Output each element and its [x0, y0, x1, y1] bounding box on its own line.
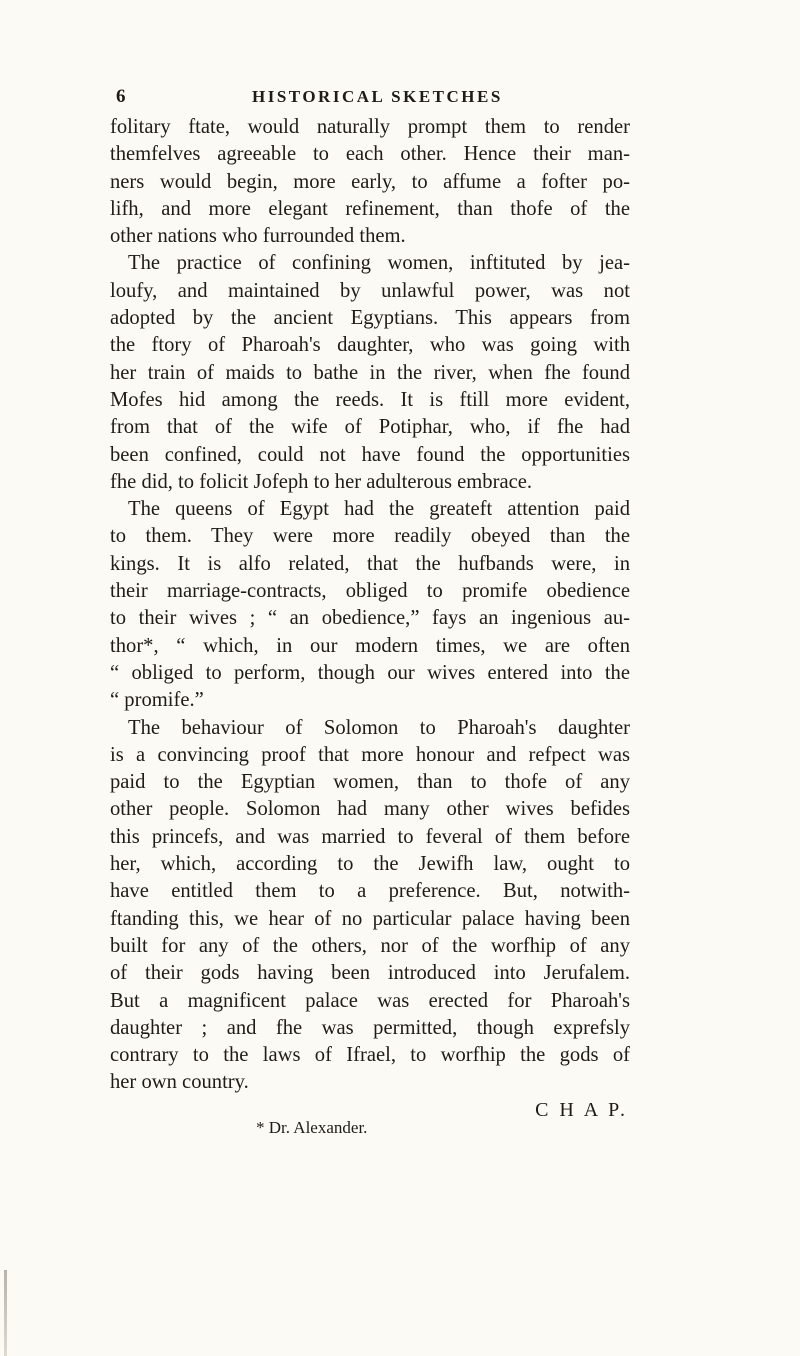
text-line: loufy, and maintained by unlawful power, was not — [110, 279, 630, 302]
text-line: The queens of Egypt had the greateft attention paid — [128, 498, 630, 521]
text-line: been confined, could not have found the opportunities — [110, 443, 630, 466]
text-line: Mofes hid among the reeds. It is ftill more evident, — [110, 388, 630, 411]
text-line: have entitled them to a preference. But, notwith- — [110, 880, 630, 903]
text-line: other people. Solomon had many other wives befides — [110, 798, 630, 821]
text-line: her own country. — [110, 1071, 249, 1094]
text-line: contrary to the laws of Ifrael, to worfhip the gods of — [110, 1044, 630, 1067]
text-line: adopted by the ancient Egyptians. This appears from — [110, 307, 630, 330]
text-line: their marriage-contracts, obliged to promife obedience — [110, 580, 630, 603]
text-line: is a convincing proof that more honour and refpect was — [110, 743, 630, 766]
footnote: * Dr. Alexander. — [256, 1117, 368, 1137]
text-line: built for any of the others, nor of the worfhip of any — [110, 934, 630, 957]
text-line: fhe did, to folicit Jofeph to her adulterous embrace. — [110, 470, 533, 493]
text-line: thor*, “ which, in our modern times, we are often — [110, 634, 630, 657]
text-line: “ promife.” — [110, 689, 204, 712]
text-line: kings. It is alfo related, that the hufbands were, in — [110, 552, 630, 575]
text-line: paid to the Egyptian women, than to thofe of any — [110, 771, 630, 794]
running-head: HISTORICAL SKETCHES — [252, 87, 503, 106]
text-line: other nations who furrounded them. — [110, 225, 406, 248]
text-line: ners would begin, more early, to affume a fofter po- — [110, 170, 630, 193]
body-text — [110, 114, 630, 1140]
text-line: the ftory of Pharoah's daughter, who was going with — [110, 334, 630, 357]
catchword: C H A P. — [535, 1098, 628, 1121]
page-number: 6 — [116, 86, 126, 107]
binding-edge — [4, 1270, 7, 1356]
text-line: The practice of confining women, inftituted by jea- — [128, 252, 630, 275]
text-line: from that of the wife of Potiphar, who, if fhe had — [110, 416, 630, 439]
text-line: to their wives ; “ an obedience,” fays an ingenious au- — [110, 607, 630, 630]
text-line: her train of maids to bathe in the river, when fhe found — [110, 361, 630, 384]
page-header — [116, 86, 636, 112]
text-line: her, which, according to the Jewifh law, ought to — [110, 853, 630, 876]
text-line: lifh, and more elegant refinement, than thofe of the — [110, 197, 630, 220]
text-line: The behaviour of Solomon to Pharoah's daughter — [128, 716, 630, 739]
text-line: this princefs, and was married to feveral of them before — [110, 825, 630, 848]
text-line: themfelves agreeable to each other. Hence their man- — [110, 143, 630, 166]
text-line: of their gods having been introduced into Jerufalem. — [110, 962, 630, 985]
text-line: But a magnificent palace was erected for Pharoah's — [110, 989, 630, 1012]
text-line: folitary ftate, would naturally prompt them to render — [110, 116, 630, 138]
text-line: to them. They were more readily obeyed than the — [110, 525, 630, 548]
text-line: “ obliged to perform, though our wives entered into the — [110, 661, 630, 684]
text-line: daughter ; and fhe was permitted, though exprefsly — [110, 1016, 630, 1039]
text-line: ftanding this, we hear of no particular palace having been — [110, 907, 630, 930]
